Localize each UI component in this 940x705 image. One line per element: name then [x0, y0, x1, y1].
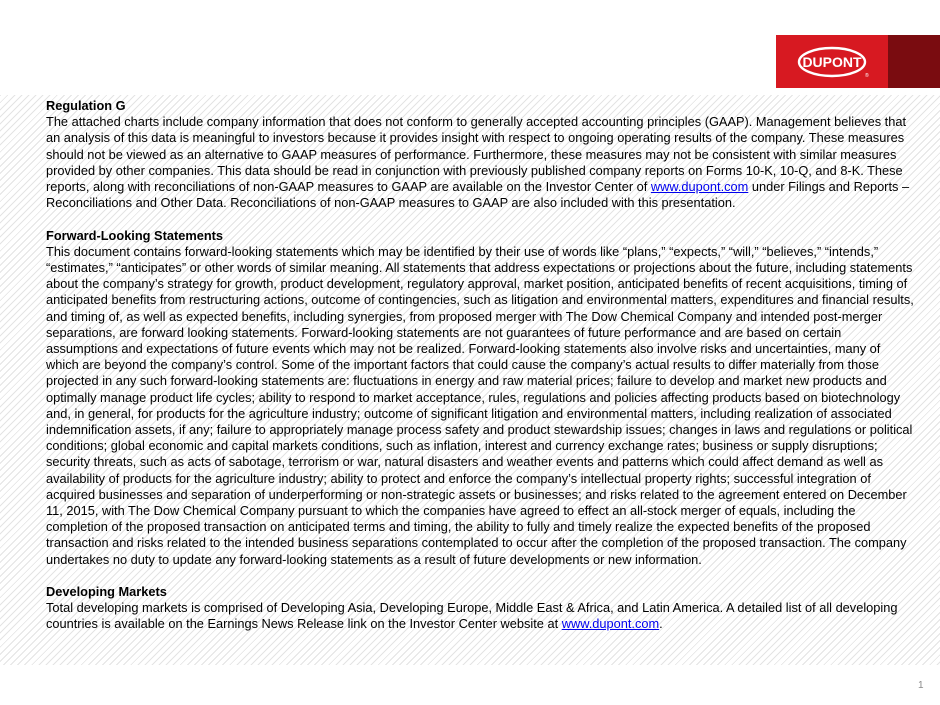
developing-markets-text-2: . [659, 616, 663, 632]
regulation-g-body [46, 114, 916, 211]
logo-wordmark: DUPONT [802, 54, 862, 70]
regulation-g-text-1: The attached charts include company information that does not conform to generally accepted accounting principles (GAAP). Management believes that an analysis of this data is meaningful to investors because it provides insight with respect to ongoing operating results of the company. These measures should not be viewed as an alternative to GAAP measures of performance. Furthermore, these measures may not be consistent with similar measures provided by other companies. This data should be read in conjunction with previously published company reports on Forms 10-K, 10-Q, and 8-K. These reports, along with reconciliations of non-GAAP measures to GAAP are available on the Investor Center of [46, 114, 907, 195]
developing-markets-title: Developing Markets [46, 584, 167, 600]
footer-band [0, 665, 940, 705]
registered-mark: ® [865, 73, 869, 79]
regulation-g-text-2: under Filings and Reports – Reconciliations and Other Data. Reconciliations of non-GAAP measures to GAAP are also included with this presentation. [46, 179, 910, 211]
regulation-g-link[interactable]: www.dupont.com [650, 179, 749, 195]
page-number: 1 [918, 680, 924, 691]
developing-markets-link[interactable]: www.dupont.com [561, 616, 660, 632]
forward-looking-body: This document contains forward-looking statements which may be identified by their use of words like “plans,” “expects,” “will,” “believes,” “intends,” “estimates,” “anticipates” or other words of similar meaning. All statements that address expectations or projections about the future, including statements about the company’s strategy for growth, product development, regulatory approval, market position, anticipated benefits of recent acquisitions, timing of anticipated benefits from restructuring actions, outcome of contingencies, such as litigation and environmental matters, expenditures and financial results, and timing of, as well as expected benefits, including synergies, from proposed merger with The Dow Chemical Company and intended post-merger separations, are forward looking statements. Forward-looking statements are not guarantees of future performance and are based on certain assumptions and expectations of future events which may not be realized. Forward-looking statements also involve risks and uncertainties, many of which are beyond the company’s control. Some of the important factors that could cause the company’s actual results to differ materially from those projected in any such forward-looking statements are: fluctuations in energy and raw material prices; failure to develop and market new products and optimally manage product life cycles; ability to respond to market acceptance, rules, regulations and policies affecting products based on biotechnology and, in general, for products for the agriculture industry; outcome of significant litigation and environmental matters, including realization of associated indemnification assets, if any; failure to appropriately manage process safety and product stewardship issues; changes in laws and regulations or political conditions; global economic and capital markets conditions, such as inflation, interest and currency exchange rates; business or supply disruptions; security threats, such as acts of sabotage, terrorism or war, natural disasters and weather events and patterns which could affect demand as well as availability of products for the agriculture industry; ability to protect and enforce the company’s intellectual property rights; successful integration of acquired businesses and separation of underperforming or non-strategic assets or businesses; and risks related to the agreement entered on December 11, 2015, with The Dow Chemical Company pursuant to which the companies have agreed to effect an all-stock merger of equals, including the completion of the proposed transaction on anticipated terms and timing, the ability to fully and timely realize the expected benefits of the proposed transaction and risks related to the intended business separations contemplated to occur after the completion of the proposed transaction. The company undertakes no duty to update any forward-looking statements as a result of future developments or new information. [46, 243, 914, 567]
dupont-oval-logo-icon [776, 35, 888, 88]
logo-accent-block [888, 35, 940, 88]
developing-markets-text-1: Total developing markets is comprised of Developing Asia, Developing Europe, Middle East & Africa, and Latin America. A detailed list of all developing countries is available on the Earnings News Release link on the Investor Center website at [46, 600, 898, 632]
disclaimer-content [46, 98, 916, 633]
forward-looking-title: Forward-Looking Statements [46, 227, 224, 243]
section-spacer [46, 568, 916, 584]
dupont-logo [776, 35, 888, 88]
developing-markets-body [46, 600, 916, 632]
section-spacer [46, 211, 916, 227]
regulation-g-title: Regulation G [46, 98, 126, 113]
